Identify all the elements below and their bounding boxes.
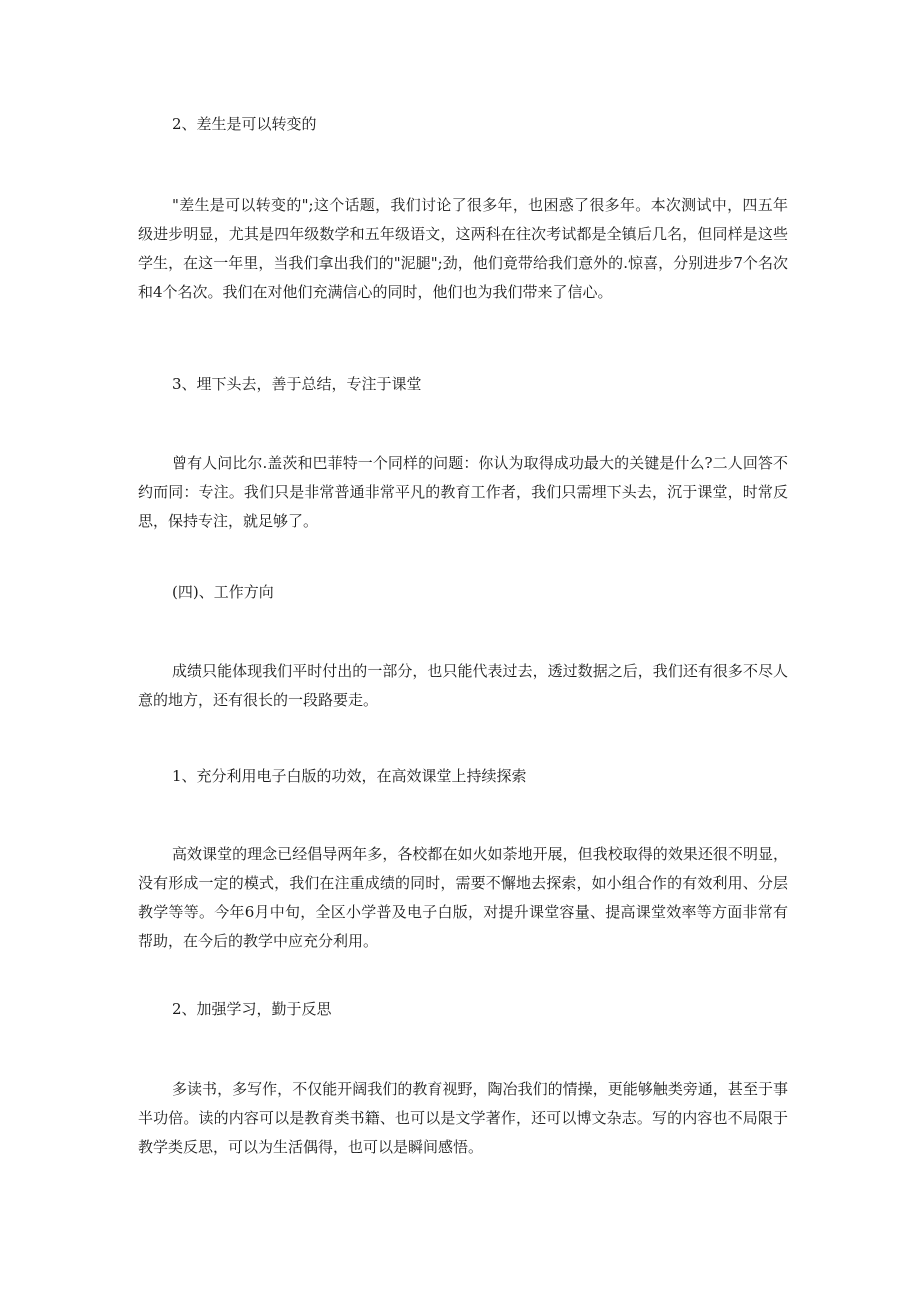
section-heading-work-direction: (四)、工作方向 xyxy=(172,583,274,601)
section-heading-focus-on-classroom: 3、埋下头去，善于总结，专注于课堂 xyxy=(172,375,422,393)
paragraph-work-direction: 成绩只能体现我们平时付出的一部分，也只能代表过去，透过数据之后，我们还有很多不尽人意的地方，还有很长的一段路要走。 xyxy=(138,662,788,709)
section-heading-electronic-whiteboard: 1、充分利用电子白版的功效，在高效课堂上持续探索 xyxy=(172,767,527,785)
paragraph-electronic-whiteboard: 高效课堂的理念已经倡导两年多，各校都在如火如荼地开展，但我校取得的效果还很不明显，没有形成一定的模式，我们在注重成绩的同时，需要不懈地去探索，如小组合作的有效利用、分层教学等等。今年6月中旬，全区小学普及电子白版，对提升课堂容量、提高课堂效率等方面非常有帮助，在今后的教学中应充分利用。 xyxy=(138,845,788,950)
section-heading-study-and-reflect: 2、加强学习，勤于反思 xyxy=(172,1000,332,1018)
section-heading-students-can-change: 2、差生是可以转变的 xyxy=(172,115,317,133)
paragraph-students-can-change: "差生是可以转变的";这个话题，我们讨论了很多年，也困惑了很多年。本次测试中，四五年级进步明显，尤其是四年级数学和五年级语文，这两科在往次考试都是全镇后几名，但同样是这些学生，在这一年里，当我们拿出我们的"泥腿";劲，他们竟带给我们意外的.惊喜，分别进步7个名次和4个名次。我们在对他们充满信心的同时，他们也为我们带来了信心。 xyxy=(138,196,788,301)
paragraph-focus-on-classroom: 曾有人问比尔.盖茨和巴菲特一个同样的问题：你认为取得成功最大的关键是什么?二人回答不约而同：专注。我们只是非常普通非常平凡的教育工作者，我们只需埋下头去，沉于课堂，时常反思，保持专注，就足够了。 xyxy=(138,454,788,530)
paragraph-study-and-reflect: 多读书，多写作，不仅能开阔我们的教育视野，陶冶我们的情操，更能够触类旁通，甚至于事半功倍。读的内容可以是教育类书籍、也可以是文学著作，还可以博文杂志。写的内容也不局限于教学类反思，可以为生活偶得，也可以是瞬间感悟。 xyxy=(138,1080,788,1156)
